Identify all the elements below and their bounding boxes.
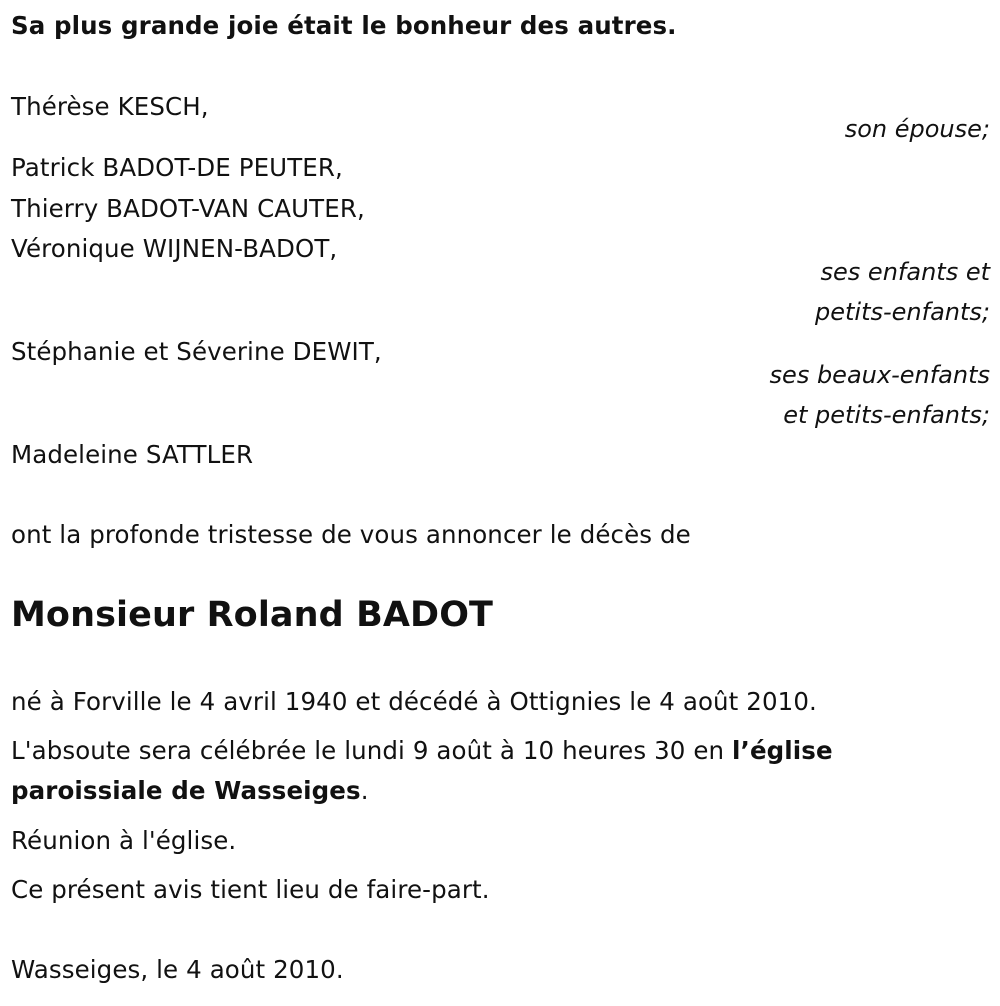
notice-line: Ce présent avis tient lieu de faire-part. [11,875,490,904]
obituary-notice [11,0,990,1006]
children-role-line-1: ses enfants et [820,258,990,286]
other-family-name: Madeleine SATTLER [11,440,254,469]
service-line-1 [11,731,833,771]
stepchildren-role-line-2: et petits-enfants; [783,401,990,429]
birth-death-line: né à Forville le 4 avril 1940 et décédé à Ottignies le 4 août 2010. [11,687,817,716]
service-end-punctuation: . [360,776,369,805]
spouse-name: Thérèse KESCH, [11,92,209,121]
service-place-part-2: paroissiale de Wasseiges [11,776,361,805]
children-role-line-2: petits-enfants; [815,298,990,326]
spouse-role: son épouse; [844,115,990,143]
meeting-line: Réunion à l'église. [11,826,237,855]
motto: Sa plus grande joie était le bonheur des autres. [11,11,677,40]
service-text: L'absoute sera célébrée le lundi 9 août à 10 heures 30 en [11,736,733,765]
announcement-text: ont la profonde tristesse de vous annoncer le décès de [11,520,691,549]
service-place-part-1: l’église [732,736,833,765]
service-line-2 [11,771,369,811]
stepchildren-role-line-1: ses beaux-enfants [769,361,990,389]
stepchildren-name: Stéphanie et Séverine DEWIT, [11,337,382,366]
child-name-2: Thierry BADOT-VAN CAUTER, [11,194,365,223]
child-name-3: Véronique WIJNEN-BADOT, [11,234,338,263]
place-date: Wasseiges, le 4 août 2010. [11,955,344,984]
deceased-name: Monsieur Roland BADOT [11,595,494,635]
child-name-1: Patrick BADOT-DE PEUTER, [11,153,343,182]
